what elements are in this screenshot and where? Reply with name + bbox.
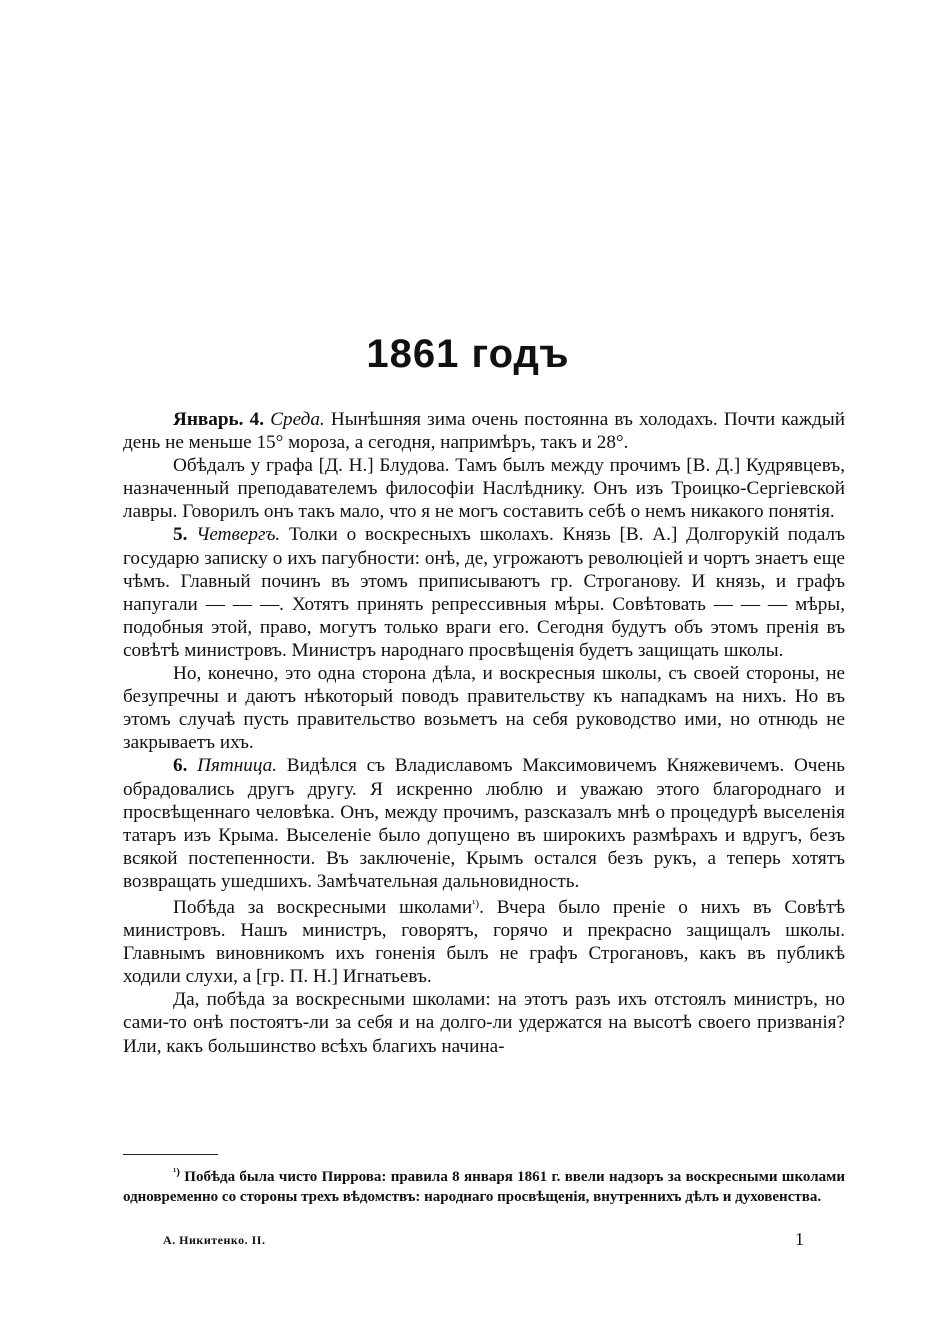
paragraph-text: . Вчера было преніе о нихъ въ Совѣтѣ министровъ. Нашъ министръ, говорятъ, горячо и прекрасно защищалъ школы. Главнымъ виновникомъ ихъ гоненія былъ не графъ Строгановъ, какъ въ публикѣ ходили слухи, а [гр. П. Н.] Игнатьевъ.: [123, 896, 845, 988]
entry-weekday: Четвергъ.: [196, 524, 281, 546]
paragraph-1: [123, 408, 845, 454]
paragraph-6: [123, 893, 845, 988]
page-number: 1: [795, 1229, 804, 1249]
entry-date: Январь. 4.: [173, 409, 265, 430]
paragraph-text: Нынѣшняя зима очень постоянна въ холодахъ. Почти каждый день не меньше 15° мороза, а сегодня, напримѣръ, такъ и 28°.: [123, 409, 846, 454]
entry-weekday: Среда.: [270, 409, 325, 430]
paragraph-5: [123, 754, 845, 893]
footnote-paragraph: [123, 1162, 845, 1207]
footnote-text: Побѣда была чисто Пиррова: правила 8 января 1861 г. ввели надзоръ за воскресными школами одновременно со стороны трехъ вѣдомствъ: народнаго просвѣщенія, внутреннихъ дѣлъ и духовенства.: [123, 1169, 845, 1205]
footnote: [123, 1162, 845, 1207]
paragraph-text: Побѣда за воскресными школами: [173, 896, 473, 918]
paragraph-text: Но, конечно, это одна сторона дѣла, и воскресныя школы, съ своей стороны, не безупречны и даютъ нѣкоторый поводъ правительству къ нападкамъ на нихъ. Но въ этомъ случаѣ пусть правительство возьметъ на себя руководство ими, но отнюдь не закрываетъ ихъ.: [123, 663, 845, 754]
paragraph-text: Видѣлся съ Владиславомъ Максимовичемъ Княжевичемъ. Очень обрадовались другъ другу. Я искренно люблю и уважаю этого благороднаго и просвѣщеннаго человѣка. Онъ, между прочимъ, разсказалъ мнѣ о процедурѣ выселенія татаръ изъ Крыма. Выселеніе было допущено въ широкихъ размѣрахъ и вдругъ, безъ всякой постепенности. Въ заключеніе, Крымъ остался безъ рукъ, а теперь хотятъ возвращать ушедшихъ. Замѣчательная дальновидность.: [123, 755, 845, 892]
entry-weekday: Пятница.: [197, 755, 278, 777]
page-title: 1861 годъ: [366, 332, 570, 376]
paragraph-2: [123, 454, 845, 523]
signature-mark: А. Никитенко. II.: [163, 1233, 266, 1247]
paragraph-4: [123, 662, 845, 754]
diary-text: [123, 408, 845, 1058]
paragraph-text: Да, побѣда за воскресными школами: на этотъ разъ ихъ отстоялъ министръ, но сами-то онѣ постоятъ-ли за себя и на долго-ли удержатся на высотѣ своего призванія? Или, какъ большинство всѣхъ благихъ начина-: [123, 989, 845, 1057]
entry-date: 5.: [173, 524, 188, 546]
footnote-reference[interactable]: ¹): [472, 897, 480, 910]
footnote-divider: [123, 1154, 218, 1155]
paragraph-text: Обѣдалъ у графа [Д. Н.] Блудова. Тамъ былъ между прочимъ [В. Д.] Кудрявцевъ, назначенный преподавателемъ философіи Наслѣднику. Онъ изъ Троицко-Сергіевской лавры. Говорилъ онъ такъ мало, что я не могъ составить себѣ о немъ никакого понятія.: [123, 455, 845, 523]
paragraph-7: [123, 988, 845, 1057]
footnote-mark: ¹): [173, 1166, 180, 1178]
paragraph-3: [123, 523, 845, 662]
entry-date: 6.: [173, 755, 188, 777]
paragraph-text: Толки о воскресныхъ школахъ. Князь [В. А.] Долгорукій подалъ государю записку о ихъ пагубности: онѣ, де, угрожаютъ революціей и чортъ знаетъ еще чѣмъ. Главный починъ въ этомъ приписываютъ гр. Строганову. И князь, и графъ напугали — — —. Хотятъ принять репрессивныя мѣры. Совѣтовать — — — мѣры, подобныя этой, право, могутъ только враги его. Сегодня будутъ объ этомъ пренія въ совѣтѣ министровъ. Министръ народнаго просвѣщенія будетъ защищать школы.: [123, 524, 846, 661]
